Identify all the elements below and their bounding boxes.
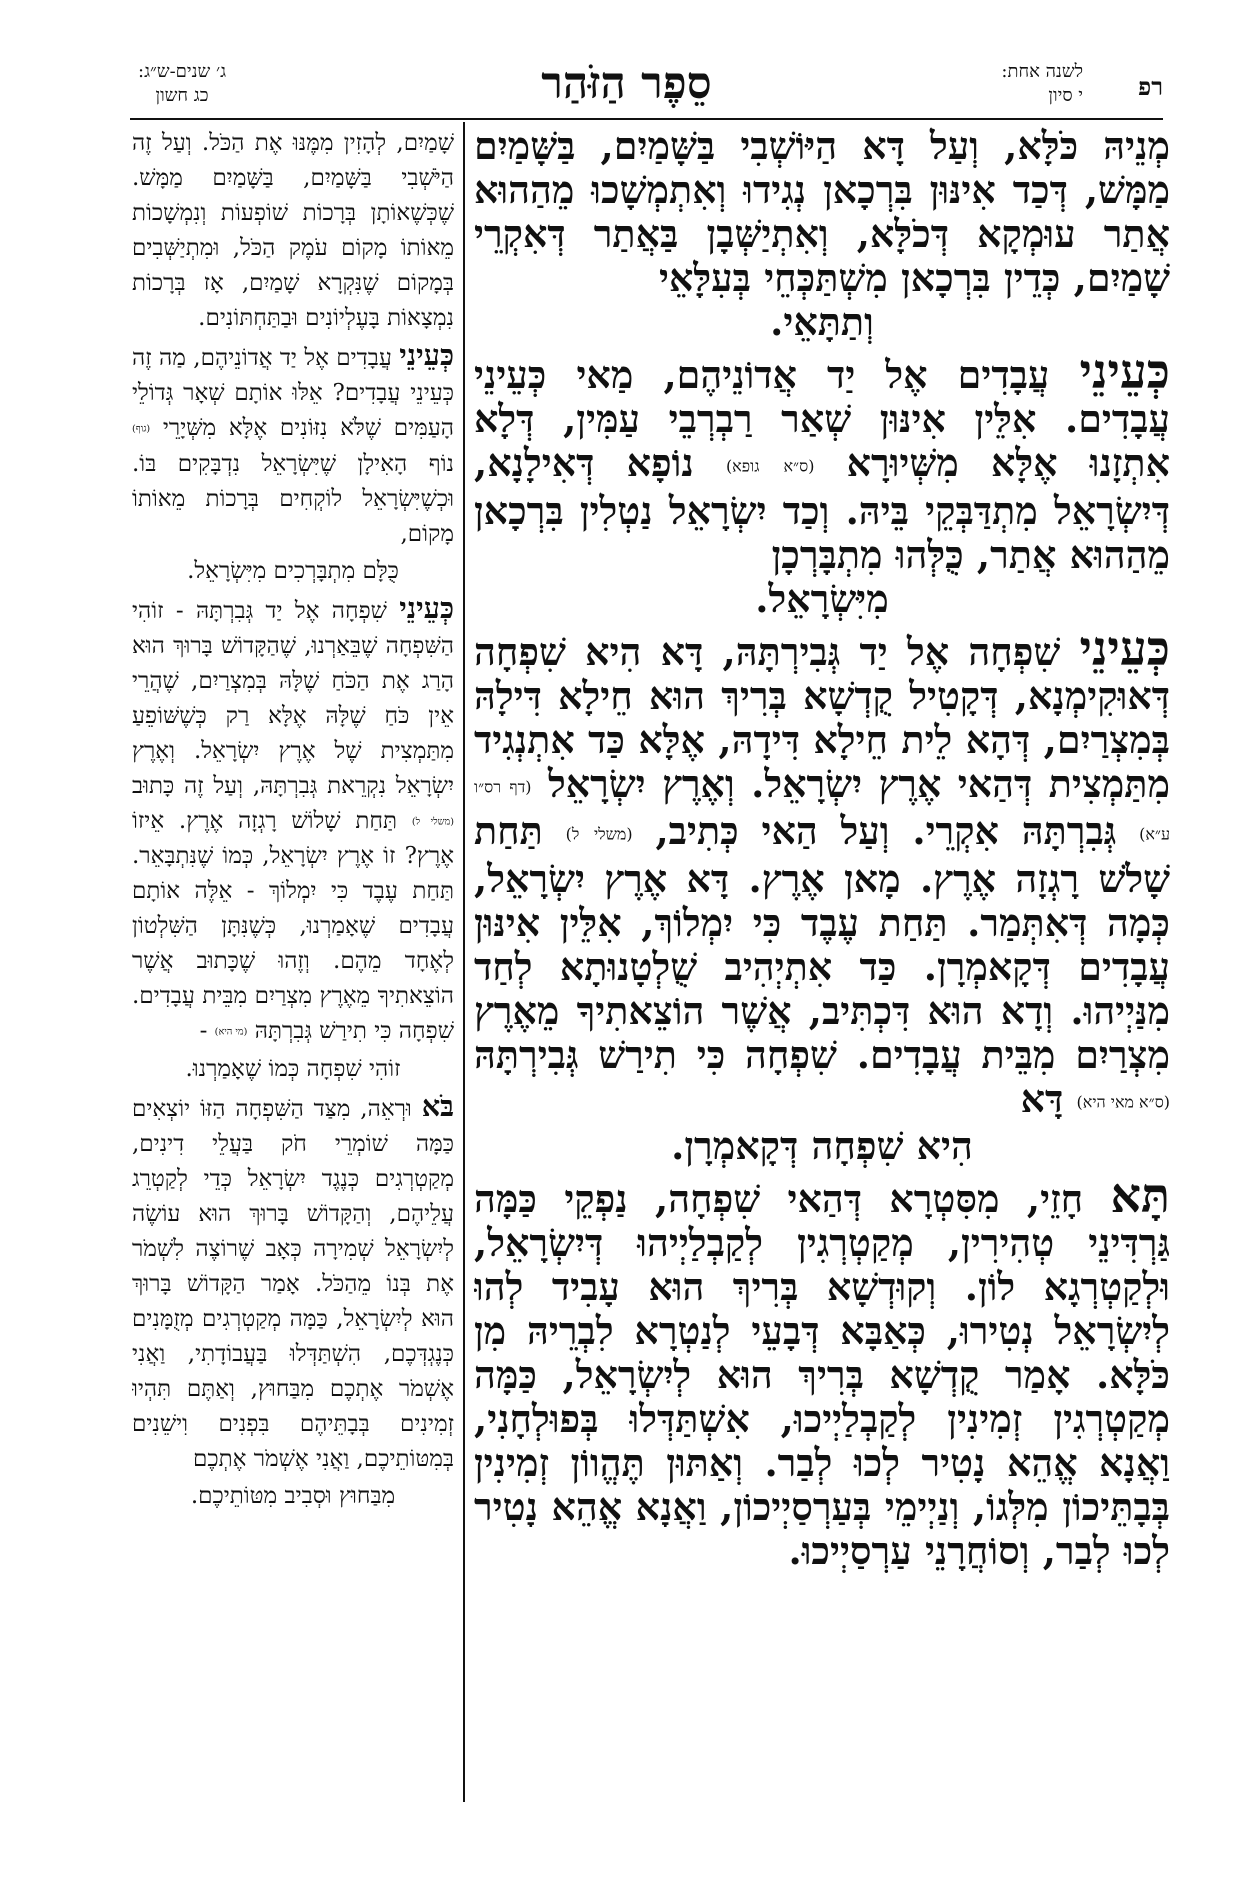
main-p4-lead: תָּא xyxy=(1110,1168,1170,1224)
main-paragraph-2 xyxy=(474,344,1170,577)
header-left-bottom: כג חשון xyxy=(155,85,209,106)
main-paragraph-3 xyxy=(474,620,1170,1125)
main-p3-source-2: (משלי ל) xyxy=(565,824,633,844)
column-divider xyxy=(463,122,465,1802)
side-paragraph-4 xyxy=(132,1089,454,1477)
side-paragraph-4-end: מִבַּחוּץ וּסְבִיב מִטּוֹתֵיכֶם. xyxy=(190,1482,396,1509)
main-p1-text: מְנֵיהּ כֹּלָּא, וְעַל דָּא הַיּוֹשְׁבִי בַּשָּׁמַיִם, בַּשָּׁמַיִם מַמָּשׁ, דְּכַד אִינּוּן בִּרְכָאן נְגִידוּ וְאִתְמְשָׁכוּ מֵהַהוּא אֲתַר עוּמְקָא דְּכֹלָּא, וְאִתְיַשְּׁבָן בַּאֲתַר דְּאִקְרֵי שָׁמַיִם, כְּדֵין בִּרְכָאן מִשְׁתַּכְּחֵי בְּעִלָּאֵי xyxy=(474,124,1170,300)
header-rule xyxy=(130,118,1163,120)
main-paragraph-1-end: וְתַתָּאֵי. xyxy=(770,299,874,344)
main-p3-source-3: (ס״א מאי היא) xyxy=(1076,1092,1170,1111)
main-text-column xyxy=(474,124,1170,1814)
side-p3-lead: כְּעֵינֵי xyxy=(399,590,454,625)
header-left-note xyxy=(138,60,226,108)
main-p3-text: שִׁפְחָה אֶל יַד גְּבִירְתָּהּ, דָּא הִיא שִׁפְחָה דְּאוּקִימְנָא, דְּקָטִיל קֻדְשָׁא בְּרִיךְ הוּא חֵילָא דִּילָהּ בְּמִצְרַיִם, דְּהָא לֵית חֵילָא דִּידָהּ, אֶלָּא כַּד אִתְנְגִיד מִתַּמְצִית דְּהַאי אֶרֶץ יִשְׂרָאֵל. וְאֶרֶץ יִשְׂרָאֵל xyxy=(474,628,1170,806)
main-p3-source-1: (דף רס״ו ע״א) xyxy=(474,777,1170,844)
main-p3-text-b: גְּבִרְתָּהּ אִקְרֵי. וְעַל הַאי כְּתִיב, xyxy=(655,808,1117,853)
main-p2-lead: כְּעֵינֵי xyxy=(1079,344,1170,400)
side-p4-text: וּרְאֵה, מִצַּד הַשִּׁפְחָה הַזּוֹ יוֹצְאִים כַּמָּה שׁוֹמְרֵי חֹק בַּעֲלֵי דִינִים, מְקַטְרְגִים כְּנֶגֶד יִשְׂרָאֵל כְּדֵי לְקַטְרֵג עֲלֵיהֶם, וְהַקָּדוֹשׁ בָּרוּךְ הוּא עוֹשֶׂה לְיִשְׂרָאֵל שְׁמִירָה כְּאָב שֶׁרוֹצֶה לִשְׁמֹר אֶת בְּנוֹ מֵהַכֹּל. אָמַר הַקָּדוֹשׁ בָּרוּךְ הוּא לְיִשְׂרָאֵל, כַּמָּה מְקַטְרְגִים מְזֻמָּנִים כְּנֶגְדְּכֶם, הִשְׁתַּדְּלוּ בַּעֲבוֹדָתִי, וַאֲנִי אֶשְׁמֹר אֶתְכֶם מִבַּחוּץ, וְאַתֶּם תִּהְיוּ זְמִינִים בְּבָתֵּיהֶם בִּפְנִים וִישֵׁנִים בְּמִטּוֹתֵיכֶם, וַאֲנִי אֶשְׁמֹר אֶתְכֶם xyxy=(132,1095,454,1472)
book-title: סֵפֶר הַזֹּהַר xyxy=(541,58,712,109)
main-paragraph-1 xyxy=(474,124,1170,300)
side-paragraph-3 xyxy=(132,591,454,1050)
main-paragraph-3-end: הִיא שִׁפְחָה דְּקָאמְרָן. xyxy=(671,1123,973,1168)
header-left-top: ג׳ שנים-ש״ג: xyxy=(138,61,227,82)
side-p3-text: שִׁפְחָה אֶל יַד גְּבִרְתָּהּ - זוֹהִי הַשִּׁפְחָה שֶׁבֵּאַרְנוּ, שֶׁהַקָּדוֹשׁ בָּרוּךְ הוּא הָרַג אֶת הַכֹּחַ שֶׁלָּהּ בְּמִצְרַיִם, שֶׁהֲרֵי אֵין כֹּחַ שֶׁלָּהּ אֶלָּא רַק כְּשֶׁשּׁוֹפֵעַ מִתַּמְצִית שֶׁל אֶרֶץ יִשְׂרָאֵל. וְאֶרֶץ יִשְׂרָאֵל נִקְרֵאת גְּבִרְתָּהּ, וְעַל זֶה כָּתוּב xyxy=(132,597,454,799)
side-p3-text-c: - xyxy=(199,1018,208,1044)
side-paragraph-2 xyxy=(132,338,454,552)
main-paragraph-2-end: מִיִּשְׂרָאֵל. xyxy=(755,575,889,621)
side-p3-source: (משלי ל) xyxy=(411,816,454,827)
main-paragraph-4 xyxy=(474,1168,1170,1573)
page-number: רפ xyxy=(1138,72,1163,101)
side-paragraph-3-end: זוֹהִי שִׁפְחָה כְּמוֹ שֶׁאָמַרְנוּ. xyxy=(185,1055,401,1082)
header-right-top: לשנה אחת: xyxy=(1001,61,1083,82)
main-p3-text-c: תַּחַת שָׁלֹשׁ רָגְזָה אֶרֶץ. מָאן אֶרֶץ. דָּא אֶרֶץ יִשְׂרָאֵל, כְּמָה דְּאִתְּמַר. תַּחַת עֶבֶד כִּי יִמְלוֹךְ, אִלֵּין אִינּוּן עֲבָדִים דְּקָאמְרָן. כַּד אִתְיְהִיב שֻׁלְטָנוּתָא לְחַד מִנַּיְיהוּ. וְדָא הוּא דִּכְתִּיב, אֲשֶׁר הוֹצֵאתִיךָ מֵאֶרֶץ מִצְרַיִם מִבֵּית עֲבָדִים. שִׁפְחָה כִּי תִירַשׁ גְּבִירְתָּהּ xyxy=(474,808,1170,1077)
side-paragraph-2-end: כֻּלָּם מִתְבָּרְכִים מִיִּשְׂרָאֵל. xyxy=(187,557,399,584)
side-p3-text-b: תַּחַת שָׁלוֹשׁ רָגְזָה אֶרֶץ. אֵיזוֹ אֶרֶץ? זוֹ אֶרֶץ יִשְׂרָאֵל, כְּמוֹ שֶׁנִּתְבָּאֵר. תַּחַת עֶבֶד כִּי יִמְלוֹךְ - אֵלֶּה אוֹתָם עֲבָדִים שֶׁאָמַרְנוּ, כְּשֶׁנִּתָּן הַשִּׁלְטוֹן לְאֶחָד מֵהֶם. וְזֶהוּ שֶׁכָּתוּב אֲשֶׁר הוֹצֵאתִיךָ מֵאֶרֶץ מִצְרַיִם מִבֵּית עֲבָדִים. שִׁפְחָה כִּי תִירַשׁ גְּבִרְתָּהּ xyxy=(132,807,454,1044)
main-p2-text-b: נוֹפָא דְּאִילָנָא, דְּיִשְׂרָאֵל מִתְדַּבְּקֵי בֵּיהּ. וְכַד יִשְׂרָאֵל נַטְלִין בִּרְכָאן מֵהַהוּא אֲתַר, כֻּלְּהוּ מִתְבָּרְכָן xyxy=(474,440,1170,577)
main-p3-lead: כְּעֵינֵי xyxy=(1079,620,1170,677)
header-right-bottom: י סיון xyxy=(1048,85,1083,106)
main-p3-text-d: דָּא xyxy=(1020,1075,1064,1121)
side-p2-source: (גוף) xyxy=(132,423,151,435)
side-paragraph-1: שָׁמַיִם, לְהָזִין מִמֶּנּוּ אֶת הַכֹּל. וְעַל זֶה הַיֹּשְׁבִי בַּשָּׁמַיִם, בַּשָּׁמַיִם מַמָּשׁ. שֶׁכְּשֶׁאוֹתָן בְּרָכוֹת שׁוֹפְעוֹת וְנִמְשָׁכוֹת מֵאוֹתוֹ מָקוֹם עֹמֶק הַכֹּל, וּמִתְיַשְּׁבִים בְּמָקוֹם שֶׁנִּקְרָא שָׁמַיִם, אָז בְּרָכוֹת נִמְצָאוֹת בָּעֶלְיוֹנִים וּבַתַּחְתּוֹנִים. xyxy=(132,130,454,331)
side-p4-lead: בֹּא xyxy=(421,1088,454,1123)
translation-column xyxy=(132,126,454,1816)
main-p4-text: חָזֵי, מִסִּטְרָא דְּהַאי שִׁפְחָה, נַפְקֵי כַּמָּה גַּרְדִּינֵי טְהִירִין, מְקַטְרְגִין לְקַבְלַיְיהוּ דְּיִשְׂרָאֵל, וּלְקַטְרְגָא לוֹן. וְקוּדְשָׁא בְּרִיךְ הוּא עָבִיד לְהוּ לְיִשְׂרָאֵל נְטִירוּ, כְּאַבָּא דְּבָעֵי לְנַטְרָא לִבְרֵיהּ מִן כֹּלָּא. אָמַר קֻדְשָׁא בְּרִיךְ הוּא לְיִשְׂרָאֵל, כַּמָּה מְקַטְרְגִין זְמִינִין לְקַבְלַיְיכוּ, אִשְׁתַּדְּלוּ בְּפוּלְחָנִי, וַאֲנָא אֱהֵא נָטִיר לְכוּ לְבַר. וְאַתּוּן תֶּהֱווֹן זְמִינִין בְּבָתֵּיכוֹן מִלְּגוֹ, וְנַיְימֵי בְּעַרְסַיְיכוֹן, וַאֲנָא אֱהֵא נָטִיר לְכוּ לְבַר, וְסוֹחֲרָנֵי עַרְסַיְיכוּ. xyxy=(474,1176,1170,1573)
header-right-note xyxy=(1001,60,1083,108)
side-p2-lead: כְּעֵינֵי xyxy=(399,338,454,372)
side-p2-text-b: נוֹף הָאִילָן שֶׁיִּשְׂרָאֵל נִדְבָּקִים בּוֹ. וּכְשֶׁיִּשְׂרָאֵל לוֹקְחִים בְּרָכוֹת מֵאוֹתוֹ מָקוֹם, xyxy=(132,450,454,547)
side-p3-source-2: (מי היא) xyxy=(214,1026,248,1038)
main-p2-source: (ס״א גופא) xyxy=(725,456,815,476)
side-p2-text: עֲבָדִים אֶל יַד אֲדוֹנֵיהֶם, מַה זֶה כְּעֵינֵי עֲבָדִים? אֵלּוּ אוֹתָם שְׁאָר גְּדוֹלֵי הָעַמִּים שֶׁלֹּא נִזּוֹנִים אֶלָּא מִשְּׁיָרֵי xyxy=(132,345,454,441)
page-header xyxy=(0,58,1253,118)
main-p2-text: עֲבָדִים אֶל יַד אֲדוֹנֵיהֶם, מַאי כְּעֵינֵי עֲבָדִים. אִלֵּין אִינּוּן שְׁאַר רַבְרְבֵי עַמִּין, דְּלָא אִתְזָנוּ אֶלָּא מִשְּׁיוּרָא xyxy=(474,352,1170,485)
